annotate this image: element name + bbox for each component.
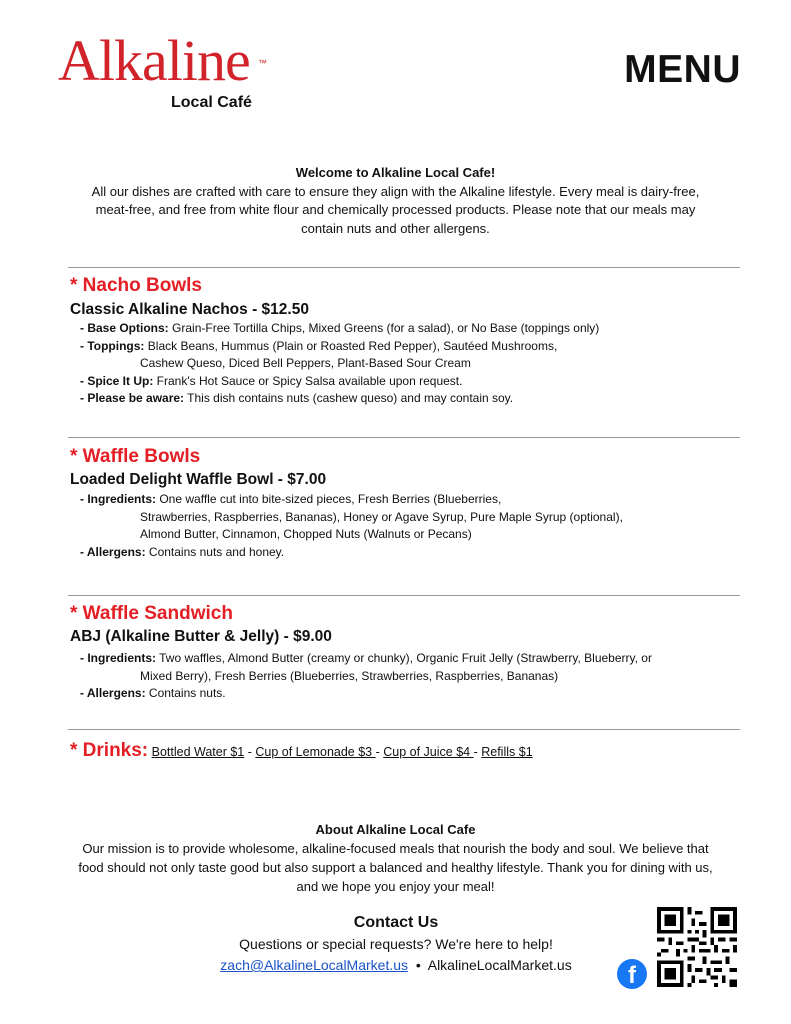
detail-label: - Ingredients: <box>80 492 157 506</box>
detail-line <box>80 320 720 338</box>
detail-label: - Toppings: <box>80 338 145 353</box>
detail-line <box>80 685 720 703</box>
section-divider <box>68 729 740 730</box>
item-details-nachos <box>80 320 720 408</box>
cafe-logo <box>58 28 288 111</box>
section-divider <box>68 437 740 438</box>
item-details-abj <box>80 650 720 703</box>
detail-text: Two waffles, Almond Butter (creamy or chunky), Organic Fruit Jelly (Strawberry, Blueberry, or <box>156 651 652 665</box>
drink-bottled-water[interactable]: Bottled Water $1 <box>151 745 245 759</box>
welcome-text-line: contain nuts and other allergens. <box>301 220 490 236</box>
facebook-icon[interactable]: f <box>617 959 647 989</box>
detail-label: - Please be aware: <box>80 391 185 405</box>
contact-title: Contact Us <box>353 914 439 931</box>
detail-text: Contains nuts and honey. <box>145 544 285 559</box>
detail-text: Black Beans, Hummus (Plain or Roasted Red Pepper), Sautéed Mushrooms, <box>144 338 558 353</box>
detail-line <box>80 509 720 527</box>
detail-line <box>80 373 720 391</box>
about-section <box>30 820 761 896</box>
section-title-waffle-sandwich: * Waffle Sandwich <box>70 603 233 624</box>
detail-label: - Ingredients: <box>80 651 157 665</box>
detail-line <box>80 526 720 544</box>
section-title-waffle-bowls: * Waffle Bowls <box>70 446 201 467</box>
item-title-classic-nachos: Classic Alkaline Nachos - $12.50 <box>70 301 309 318</box>
about-text-line: food should not only taste good but also support a balanced and healthy lifestyle. Thank you for dining with us, <box>78 860 713 875</box>
detail-line <box>80 668 720 686</box>
detail-label: - Allergens: <box>80 686 146 700</box>
logo-wordmark: Alkaline <box>58 28 250 93</box>
page-title: MENU <box>624 48 741 91</box>
detail-text: Almond Butter, Cinnamon, Chopped Nuts (Walnuts or Pecans) <box>140 527 472 541</box>
drink-refills[interactable]: Refills $1 <box>481 745 533 759</box>
detail-text: Frank's Hot Sauce or Spicy Salsa available upon request. <box>153 373 463 388</box>
section-title-nacho-bowls: * Nacho Bowls <box>70 275 202 296</box>
detail-line <box>80 544 720 562</box>
detail-line <box>80 338 720 356</box>
detail-line <box>80 355 720 373</box>
contact-email-link[interactable]: zach@AlkalineLocalMarket.us <box>220 957 409 973</box>
contact-bullet: • <box>415 957 421 973</box>
item-details-waffle-bowl <box>80 491 720 561</box>
qr-code-icon <box>657 907 737 987</box>
item-title-waffle-bowl: Loaded Delight Waffle Bowl - $7.00 <box>70 471 327 488</box>
detail-line <box>80 390 720 408</box>
detail-text: This dish contains nuts (cashew queso) and may contain soy. <box>184 391 514 405</box>
detail-text: One waffle cut into bite-sized pieces, Fresh Berries (Blueberries, <box>156 492 502 506</box>
drinks-label: * Drinks: <box>70 740 149 761</box>
contact-subtitle: Questions or special requests? We're here to help! <box>239 936 553 952</box>
detail-line <box>80 650 720 668</box>
drink-lemonade[interactable]: Cup of Lemonade $3 <box>255 745 376 759</box>
welcome-text-line: meat-free, and free from white flour and chemically processed products. Please note that our meals may <box>95 202 696 217</box>
section-divider <box>68 595 740 596</box>
drink-juice[interactable]: Cup of Juice $4 <box>383 745 474 759</box>
drink-separator: - <box>473 745 482 759</box>
drink-separator: - <box>244 745 256 759</box>
contact-links <box>196 955 596 976</box>
logo-trademark: ™ <box>258 58 267 68</box>
about-text-line: Our mission is to provide wholesome, alkaline-focused meals that nourish the body and soul. We believe that <box>82 841 709 856</box>
detail-line <box>80 491 720 509</box>
drinks-row <box>70 740 533 762</box>
website-link[interactable]: AlkalineLocalMarket.us <box>427 957 572 973</box>
detail-text: Cashew Queso, Diced Bell Peppers, Plant-Based Sour Cream <box>140 356 471 370</box>
section-divider <box>68 267 740 268</box>
welcome-intro <box>40 164 751 238</box>
detail-text: Strawberries, Raspberries, Bananas), Honey or Agave Syrup, Pure Maple Syrup (optional), <box>140 509 623 524</box>
item-title-abj: ABJ (Alkaline Butter & Jelly) - $9.00 <box>70 628 332 645</box>
drink-separator: - <box>375 745 384 759</box>
detail-label: - Spice It Up: <box>80 373 154 388</box>
about-text-line: and we hope you enjoy your meal! <box>296 879 495 894</box>
detail-label: - Allergens: <box>80 544 146 559</box>
detail-text: Mixed Berry), Fresh Berries (Blueberries, Strawberries, Raspberries, Bananas) <box>140 668 559 683</box>
detail-text: Contains nuts. <box>145 686 226 700</box>
detail-text: Grain-Free Tortilla Chips, Mixed Greens (for a salad), or No Base (toppings only) <box>168 321 600 335</box>
logo-subtitle: Local Café <box>171 94 252 111</box>
contact-section <box>196 912 596 976</box>
about-title: About Alkaline Local Cafe <box>315 822 476 837</box>
detail-label: - Base Options: <box>80 321 169 335</box>
welcome-title: Welcome to Alkaline Local Cafe! <box>295 165 496 180</box>
welcome-text-line: All our dishes are crafted with care to ensure they align with the Alkaline lifestyle. Every meal is dairy-free, <box>91 183 700 199</box>
